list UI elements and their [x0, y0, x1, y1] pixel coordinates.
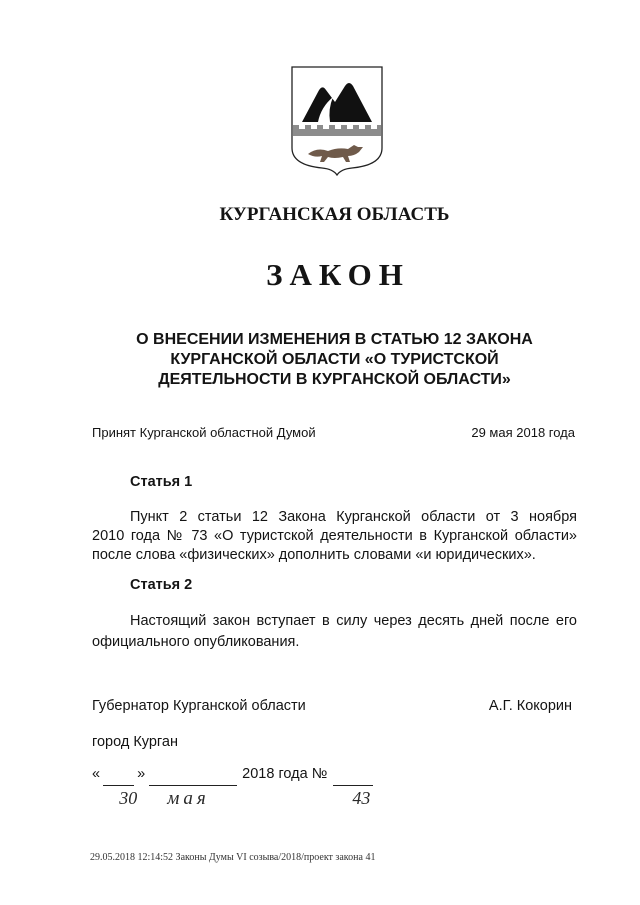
- adoption-date: 29 мая 2018 года: [471, 425, 575, 440]
- file-path-footer: 29.05.2018 12:14:52 Законы Думы VI созыва/2018/проект закона 41: [90, 852, 376, 863]
- adopted-by-text: Принят Курганской областной Думой: [92, 425, 316, 440]
- month-field: [149, 764, 237, 809]
- paragraph-line: Настоящий закон вступает в силу через десять дней после его: [130, 613, 577, 629]
- law-title: [92, 330, 577, 390]
- day-field: [103, 764, 138, 808]
- coat-of-arms-icon: [288, 62, 386, 178]
- signing-date-line: [92, 760, 577, 809]
- signature-row: [92, 696, 577, 716]
- paragraph-line: 2010 года № 73 «О туристской деятельности в Курганской области»: [92, 528, 577, 544]
- article-2-heading: Статья 2: [130, 577, 193, 593]
- signatory-position: Губернатор Курганской области: [92, 698, 306, 714]
- law-title-line: ДЕЯТЕЛЬНОСТИ В КУРГАНСКОЙ ОБЛАСТИ»: [158, 371, 511, 388]
- handwritten-day: 30: [119, 788, 138, 808]
- signatory-name: А.Г. Кокорин: [488, 698, 572, 714]
- document-type-heading: ЗАКОН: [266, 257, 410, 292]
- close-quote: »: [137, 766, 146, 782]
- handwritten-month: мая: [167, 788, 210, 809]
- open-quote: «: [92, 766, 101, 782]
- paragraph-line: Пункт 2 статьи 12 Закона Курганской области от 3 ноября: [130, 509, 577, 525]
- signing-place: город Курган: [92, 734, 178, 750]
- number-field: [333, 764, 373, 808]
- law-title-line: КУРГАНСКОЙ ОБЛАСТИ «О ТУРИСТСКОЙ: [170, 351, 499, 368]
- handwritten-number: 43: [352, 788, 371, 808]
- fortress-wall: [293, 125, 381, 136]
- article-1-text: [92, 508, 577, 565]
- year-and-number-label: 2018 года №: [242, 766, 328, 782]
- article-2-text: [92, 611, 577, 653]
- paragraph-line: после слова «физических» дополнить словами «и юридических».: [92, 547, 536, 563]
- adoption-row: [92, 424, 577, 442]
- paragraph-line: официального опубликования.: [92, 634, 300, 650]
- law-title-line: О ВНЕСЕНИИ ИЗМЕНЕНИЯ В СТАТЬЮ 12 ЗАКОНА: [136, 331, 533, 348]
- region-heading: КУРГАНСКАЯ ОБЛАСТЬ: [219, 204, 450, 225]
- article-1-heading: Статья 1: [130, 474, 193, 490]
